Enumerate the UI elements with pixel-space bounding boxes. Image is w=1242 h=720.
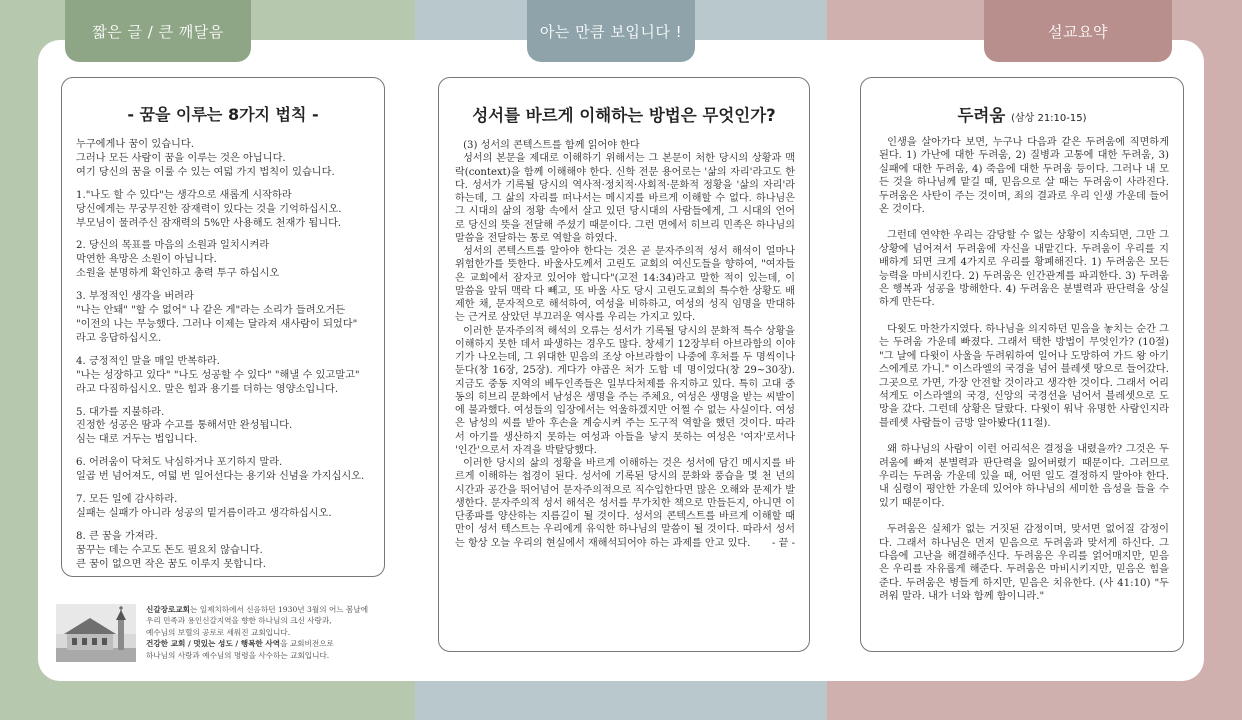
paragraph: 두려움은 실체가 없는 거짓된 감정이며, 맞서면 없어질 감정이다. 그래서 하나님은 먼저 믿음으로 두려움과 맞서게 하신다. 그 다음에 고난을 해결해주신다. 두려움은 우리를 얽어매지만, 믿음은 우리를 자유롭게 해준다. 두려움은 마비시키지만, 믿음은 힘을 준다. 두려움은 병들게 하지만, 믿음은 치유한다. (사 41:10) "두려워 말라. 내가 너와 함께 함이니라." xyxy=(879,524,1169,603)
church-vision: 건강한 교회 / 멋있는 성도 / 행복한 사역 xyxy=(146,639,281,649)
law-line: "나는 성장하고 있다" "나도 성공할 수 있다" "해낼 수 있고말고" xyxy=(76,369,360,381)
law-line: 그러나 모든 사람이 꿈을 이루는 것은 아닙니다. xyxy=(76,152,286,164)
sermon-title-text: 두려움 xyxy=(957,106,1006,125)
law-line: 7. 모든 일에 감사하라. xyxy=(76,494,178,506)
law-line: 심는 대로 거두는 법입니다. xyxy=(76,434,198,446)
law-section xyxy=(76,493,376,521)
law-line: 5. 대가를 지불하라. xyxy=(76,406,165,418)
law-section xyxy=(76,290,376,346)
church-description-line2: 우리 민족과 용인신갈지역을 향한 하나님의 크신 사랑과, xyxy=(146,616,332,626)
law-line: 1."나도 할 수 있다"는 생각으로 새롭게 시작하라 xyxy=(76,189,292,201)
church-description-line3: 예수님의 보혈의 공로로 세워진 교회입니다. xyxy=(146,627,291,637)
tab-sermon-summary: 설교요약 xyxy=(984,0,1172,62)
bible-understanding-body xyxy=(455,139,795,550)
end-mark: - 끝 - xyxy=(772,537,795,549)
law-line: 부모님이 물려주신 잠재력의 5%만 사용해도 천재가 됩니다. xyxy=(76,217,342,229)
law-line: 소원을 분명하게 확인하고 총력 투구 하십시오 xyxy=(76,268,280,280)
paragraph xyxy=(455,457,795,550)
law-line: 라고 다짐하십시오. 말은 힘과 용기를 더하는 영양소입니다. xyxy=(76,383,339,395)
law-line: 누구에게나 꿈이 있습니다. xyxy=(76,139,194,150)
law-line: "이전의 나는 무능했다. 그러나 이제는 달라져 새사람이 되었다" xyxy=(76,318,358,330)
law-line: "나는 안돼" "할 수 없어" 나 같은 게"라는 소리가 들려오거든 xyxy=(76,305,346,317)
law-line: 6. 어려움이 닥쳐도 낙심하거나 포기하지 말라. xyxy=(76,457,283,469)
paragraph: 왜 하나님의 사람이 이런 어리석은 결정을 내렸을까? 그것은 두려움에 빠져 분별력과 판단력을 잃어버렸기 때문이다. 그러므로 우리는 두려움 가운데 있을 때, 어떤 일도 결정하지 말아야 한다. 내 심령이 평안한 가운데 있어야 하나님의 세미한 음성을 들을 수 있기 때문이다. xyxy=(879,444,1169,509)
church-name: 신갈장로교회 xyxy=(146,605,191,614)
law-line: 당신에게는 무궁무진한 잠재력이 있다는 것을 기억하십시오. xyxy=(76,203,342,215)
bible-understanding-title: 성서를 바르게 이해하는 방법은 무엇인가? xyxy=(472,106,776,125)
paragraph: 성서의 본문을 제대로 이해하기 위해서는 그 본문이 처한 당시의 상황과 맥락(context)을 함께 이해해야 한다. 신학 전문 용어로는 '삶의 자리'라고도 한다. 성서가 기록될 당시의 역사적·정치적·사회적·문화적 정황을 '삶의 자리'라 하는데, 그 삶의 자리를 떠나서는 메시지를 바르게 이해할 수 없다. 하나님은 그 시대의 삶의 정황 속에서 살고 있던 당시대의 사람들에게, 그 시대의 언어로 당신의 뜻을 전달해 주셨기 때문이다. 그런 면에서 히브리 민족은 하나님의 말씀을 전달하는 통로 역할을 하였다. xyxy=(455,153,795,244)
section-heading: (3) 성서의 콘텍스트를 함께 읽어야 한다 xyxy=(463,140,640,151)
sermon-panel xyxy=(860,77,1184,652)
sermon-title xyxy=(861,102,1183,126)
law-section xyxy=(76,355,376,397)
law-section xyxy=(76,406,376,448)
law-line: 여기 당신의 꿈을 이룰 수 있는 여덟 가지 법칙이 있습니다. xyxy=(76,166,335,178)
bible-understanding-panel xyxy=(438,77,810,652)
law-line: 2. 당신의 목표를 마음의 소원과 일치시켜라 xyxy=(76,240,270,252)
paragraph-text: 이러한 당시의 삶의 정황을 바르게 이해하는 것은 성서에 담긴 메시지를 바르게 이해하는 첩경이 된다. 성서에 기록된 당시의 문화와 풍습을 몇 천 년의 시간과 공간을 뛰어넘어 문자주의적으로 직수입한다면 많은 오해와 문제가 발생한다. 문자주의적 성서 해석은 성서를 무가치한 책으로 만들든지, 아니면 이단종파를 양산하는 지름길이 될 것이다. 성서의 콘텍스트를 바르게 이해할 때만이 성서 텍스트는 우리에게 유익한 하나님의 말씀이 될 것이다. 따라서 성서는 항상 오늘 우리의 현실에서 재해석되어야 하는 과제를 안고 있다. xyxy=(455,458,795,549)
sermon-body xyxy=(879,136,1169,617)
law-section xyxy=(76,239,376,281)
tab-know-and-see: 아는 만큼 보입니다 ! xyxy=(527,0,695,62)
law-line: 진정한 성공은 땀과 수고를 통해서만 완성됩니다. xyxy=(76,420,293,432)
dream-laws-title: - 꿈을 이루는 8가지 법칙 - xyxy=(127,105,319,124)
paragraph: 성서의 콘텍스트를 알아야 한다는 것은 곧 문자주의적 성서 해석이 얼마나 위험한가를 뜻한다. 바울사도께서 고린도 교회의 여신도들을 향하여, "여자들은 교회에서 잠자코 있어야 합니다"(고전 14:34)라고 말한 적이 있는데, 이 말씀을 앞뒤 맥락 다 빼고, 또 바울 사도 당시 고린도교회의 특수한 상황도 배제한 채, 문자적으로 해석하여, 여성을 비하하고, 여성의 성직 임명을 반대하는 근거로 삼았던 부끄러운 역사를 우리는 가지고 있다. xyxy=(455,246,795,324)
law-line: 큰 꿈이 없으면 작은 꿈도 이루지 못합니다. xyxy=(76,558,266,570)
law-line: 막연한 욕망은 소원이 아닙니다. xyxy=(76,254,217,266)
law-line: 3. 부정적인 생각을 버려라 xyxy=(76,291,194,303)
law-section xyxy=(76,189,376,231)
tab-short-writing: 짧은 글 / 큰 깨달음 xyxy=(65,0,251,62)
law-line: 일곱 번 넘어져도, 여덟 번 일어선다는 용기와 신념을 가지십시오. xyxy=(76,471,365,483)
law-section xyxy=(76,138,376,180)
paragraph: 다윗도 마찬가지였다. 하나님을 의지하던 믿음을 놓치는 순간 그는 두려움 가운데 빠졌다. 그래서 택한 방법이 무엇인가? (10절) "그 날에 다윗이 사울을 두려워하여 일어나 도망하여 가드 왕 아기스에게로 가니." 이스라엘의 국경을 넘어 블레셋 땅으로 들어갔다. 그곳으로 가면, 가장 안전할 것이라고 생각한 것이다. 그래서 어리석게도 이스라엘의 국경, 신앙의 국경선을 넘어서 블레셋으로 도망을 갔다. 그런데 상황은 달랐다. 다윗이 워낙 유명한 사람인지라 블레셋 사람들이 금방 알아봤다(11절). xyxy=(879,323,1169,429)
scripture-reference: (삼상 21:10-15) xyxy=(1011,113,1087,124)
law-line: 4. 긍정적인 말을 매일 반복하라. xyxy=(76,355,221,367)
dream-laws-body xyxy=(76,138,376,581)
law-line: 라고 응답하십시오. xyxy=(76,332,162,344)
church-photo xyxy=(56,604,136,662)
law-line: 꿈꾸는 데는 수고도 돈도 필요치 않습니다. xyxy=(76,544,263,556)
paragraph: 인생을 살아가다 보면, 누구나 다음과 같은 두려움에 직면하게 된다. 1) 가난에 대한 두려움, 2) 질병과 고통에 대한 두려움, 3) 실패에 대한 두려움, 4) 죽음에 대한 두려움 등이다. 그러나 내 모든 것을 하나님께 맡길 때, 믿음으로 살 때는 두려움이 사라진다. 두려움은 사탄이 주는 것이며, 죄의 결과로 우리 인생 가운데 들어온 것이다. xyxy=(879,137,1169,216)
dream-laws-panel xyxy=(61,77,385,577)
paragraph: 그런데 연약한 우리는 감당할 수 없는 상황이 지속되면, 그만 그 상황에 넘어져서 두려움에 자신을 내맡긴다. 두려움이 우리를 지배하게 되면 크게 4가지로 우리를 황폐해진다. 1) 두려움은 모든 능력을 마비시킨다. 2) 두려움은 인간관계를 파괴한다. 3) 두려움은 행복과 성공을 방해한다. 4) 두려움은 분별력과 판단력을 상실하게 만든다. xyxy=(879,230,1169,309)
law-section xyxy=(76,530,376,572)
law-line: 8. 큰 꿈을 가져라. xyxy=(76,530,158,542)
church-description-line5: 하나님의 사랑과 예수님의 명령을 사수하는 교회입니다. xyxy=(146,650,330,660)
church-description-line1: 는 일제치하에서 신음하던 1930년 3월의 어느 봄날에 xyxy=(190,605,369,614)
church-description-line4: 을 교회비전으로 xyxy=(280,639,334,649)
law-section xyxy=(76,456,376,484)
church-description xyxy=(146,604,386,661)
law-line: 실패는 실패가 아니라 성공의 밑거름이라고 생각하십시오. xyxy=(76,507,332,519)
paragraph: 이러한 문자주의적 해석의 오류는 성서가 기록될 당시의 문화적 특수 상황을 이해하지 못한 데서 파생하는 경우도 많다. 창세기 12장부터 아브라함의 이야기가 나오는데, 그 위대한 믿음의 조상 아브라함이 나중에 후처를 두 명씩이나 둔다(창 16장, 25장). 게다가 야곱은 처가 도합 네 명이었다(창 29~30장). 지금도 중동 지역의 베두인족들은 일부다처제를 유지하고 있다. 특히 고대 중동의 히브리 문화에서 남성은 생명을 주는 주체요, 여성은 생명을 받는 씨밭이에 불과했다. 여성들의 입장에서는 억울하겠지만 어쩔 수 없는 사실이다. 여성은 남성의 씨를 받아 후손을 계승시켜 주는 도구적 역할을 했던 것이다. 따라서 아기를 생산하지 못하는 여성과 아들을 낳지 못하는 여성은 '여자'로서나 '인간'으로서 자격을 박탈당했다. xyxy=(455,325,795,456)
